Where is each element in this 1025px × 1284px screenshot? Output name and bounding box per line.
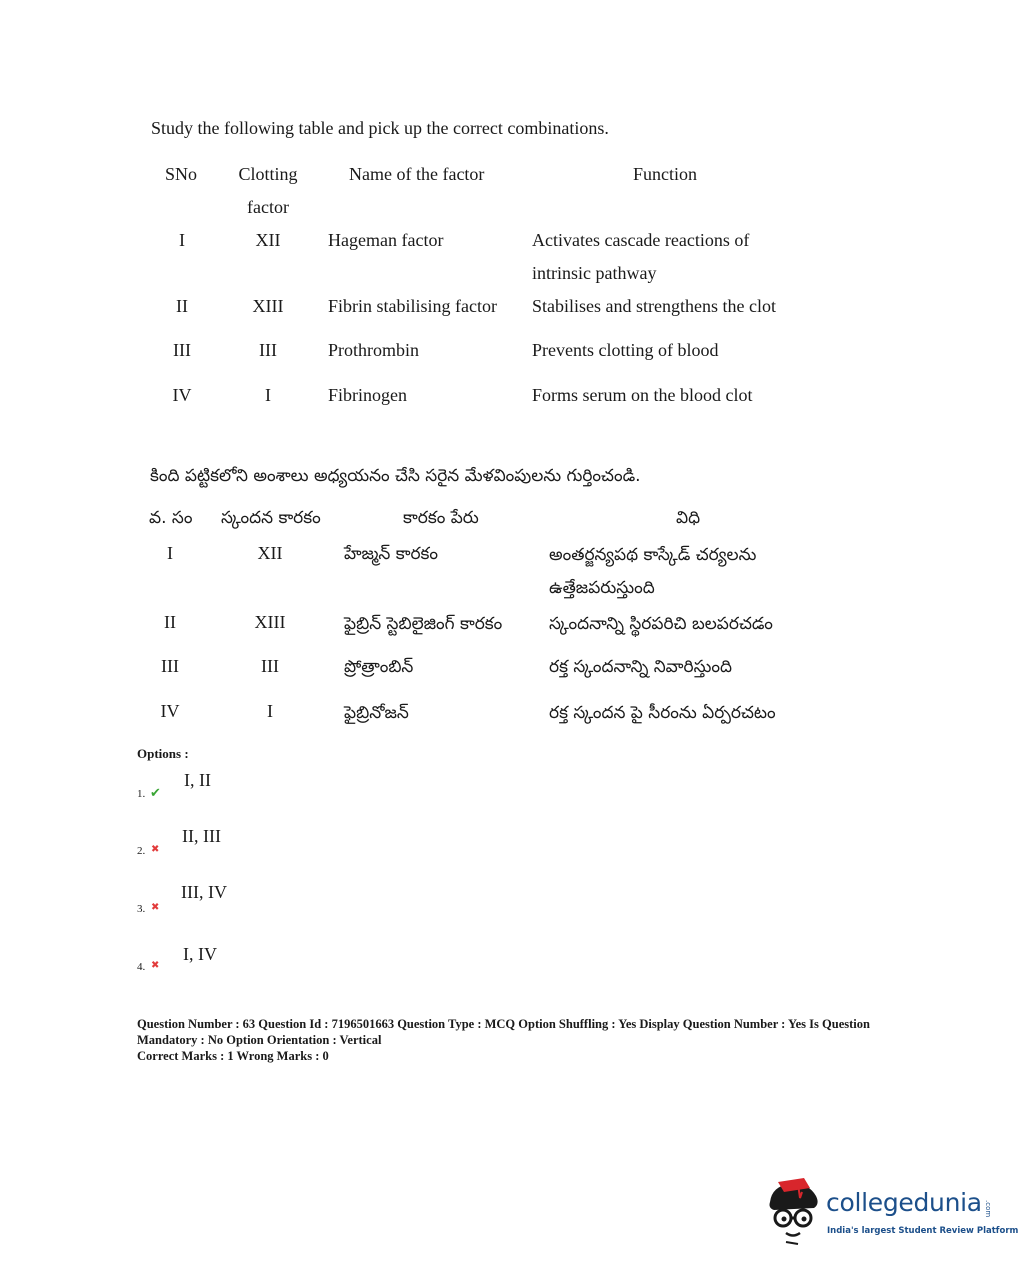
row-function: స్కందనాన్ని స్థిరపరిచి బలపరచడం — [549, 614, 773, 634]
logo-tagline: India's largest Student Review Platform — [827, 1226, 1019, 1236]
meta-line-2: Mandatory : No Option Orientation : Vertical — [137, 1033, 382, 1047]
row-function: Forms serum on the blood clot — [532, 385, 753, 405]
header-sno: SNo — [165, 164, 198, 184]
option-text: I, II — [184, 770, 211, 790]
cross-icon: ✖ — [151, 844, 160, 855]
collegedunia-logo — [764, 1178, 1019, 1248]
row-name: Fibrin stabilising factor — [328, 296, 497, 316]
option-number: 2. — [137, 845, 146, 857]
row-sno: III — [173, 340, 191, 360]
option-text: III, IV — [181, 882, 227, 902]
row-factor: I — [265, 385, 271, 405]
row-name: ఫైబ్రిన్ స్టెబిలైజింగ్ కారకం — [344, 614, 503, 634]
row-sno: II — [176, 296, 188, 316]
row-factor: XII — [255, 230, 281, 250]
options-title: Options : — [137, 746, 189, 761]
row-factor: XIII — [252, 296, 284, 316]
cross-icon: ✖ — [151, 960, 160, 971]
row-name: Prothrombin — [328, 340, 420, 360]
instruction-english: Study the following table and pick up the correct combinations. — [151, 118, 609, 138]
row-name: హేజ్మన్ కారకం — [344, 544, 439, 564]
row-function: అంతర్జన్యపథ కాస్కేడ్ చర్యలను — [549, 545, 757, 565]
row-sno: II — [164, 612, 176, 632]
option-number: 4. — [137, 961, 146, 973]
row-sno: IV — [160, 701, 180, 721]
row-function: Prevents clotting of blood — [532, 340, 719, 360]
header-name: Name of the factor — [349, 164, 485, 184]
row-function: Stabilises and strengthens the clot — [532, 296, 776, 316]
logo-name: collegedunia — [826, 1188, 982, 1217]
header-clotting-2: factor — [247, 197, 289, 217]
row-function-2: ఉత్తేజపరుస్తుంది — [549, 578, 655, 598]
row-factor: III — [261, 656, 279, 676]
row-sno: I — [167, 543, 173, 563]
row-name: Hageman factor — [328, 230, 444, 250]
instruction-telugu: కింది పట్టికలోని అంశాలు అధ్యయనం చేసి సరైన మేళవింపులను గుర్తించండి. — [150, 466, 641, 486]
logo-suffix: .com — [984, 1200, 992, 1218]
row-factor: XII — [257, 543, 283, 563]
header-clotting: Clotting — [238, 164, 298, 184]
question-meta — [137, 1016, 927, 1064]
option-text: I, IV — [183, 944, 217, 964]
header-name: కారకం పేరు — [403, 508, 479, 528]
check-icon: ✔ — [150, 785, 161, 800]
header-function: Function — [633, 164, 698, 184]
row-sno: I — [179, 230, 185, 250]
student-mascot-icon — [764, 1178, 826, 1246]
row-factor: XIII — [254, 612, 286, 632]
header-function: విధి — [676, 508, 701, 528]
row-name: ఫైబ్రినోజన్ — [344, 703, 409, 723]
row-function-2: intrinsic pathway — [532, 263, 657, 283]
option-number: 1. — [137, 788, 146, 800]
meta-line-1: Question Number : 63 Question Id : 7196501663 Question Type : MCQ Option Shuffling : Yes Display Question Number : Yes Is Question — [137, 1017, 870, 1031]
row-name: Fibrinogen — [328, 385, 407, 405]
header-sno: వ. సం — [149, 508, 193, 528]
meta-line-3: Correct Marks : 1 Wrong Marks : 0 — [137, 1049, 329, 1063]
row-function: రక్త స్కందన పై సీరంను ఏర్పరచటం — [549, 703, 776, 723]
row-factor: III — [259, 340, 277, 360]
header-clotting: స్కందన కారకం — [221, 508, 321, 528]
row-function: రక్త స్కందనాన్ని నివారిస్తుంది — [549, 657, 733, 677]
cross-icon: ✖ — [151, 902, 160, 913]
row-function: Activates cascade reactions of — [532, 230, 750, 250]
option-text: II, III — [182, 826, 221, 846]
row-factor: I — [267, 701, 273, 721]
row-sno: IV — [172, 385, 192, 405]
row-name: ప్రోత్రాంబిన్ — [344, 657, 414, 677]
option-number: 3. — [137, 903, 146, 915]
row-sno: III — [161, 656, 179, 676]
